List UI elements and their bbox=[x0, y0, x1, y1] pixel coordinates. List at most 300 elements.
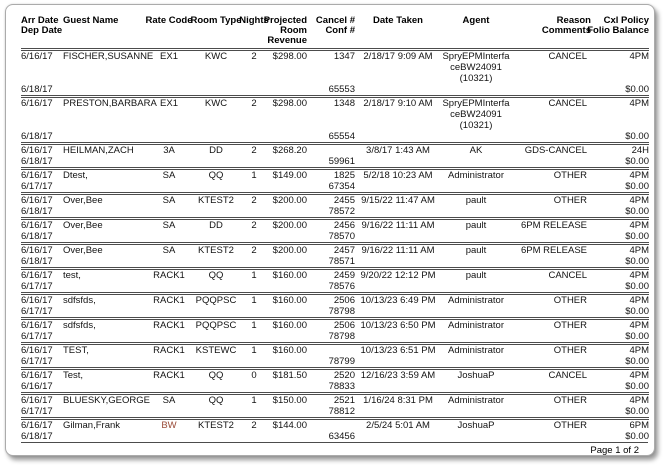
revenue-value: $268.20 bbox=[272, 145, 307, 156]
cell-stay-dates bbox=[21, 51, 63, 95]
nights-value: 1 bbox=[251, 170, 257, 181]
cell-reason-comments bbox=[515, 345, 591, 367]
rate-code-value: SA bbox=[162, 170, 176, 181]
cell-projected-room-revenue bbox=[267, 98, 307, 142]
cell-date-taken bbox=[359, 195, 437, 217]
cancel-number-value: 2506 bbox=[333, 295, 355, 306]
guest-name-value: PRESTON,BARBARA bbox=[63, 98, 157, 109]
dep-date-value: 6/18/17 bbox=[21, 431, 53, 442]
cell-room-type bbox=[191, 220, 241, 242]
cell-reason-comments bbox=[515, 320, 591, 342]
room-type-value: KSTEWC bbox=[195, 345, 237, 356]
cell-room-type bbox=[191, 145, 241, 167]
cxl-policy-value: 4PM bbox=[629, 170, 649, 181]
folio-balance-value: $0.00 bbox=[625, 206, 649, 217]
cell-guest-name bbox=[63, 395, 150, 417]
cell-agent bbox=[437, 220, 515, 242]
rate-code-value: RACK1 bbox=[153, 270, 185, 281]
room-type-value: KTEST2 bbox=[198, 245, 234, 256]
cell-cxl-policy-folio-balance bbox=[591, 145, 649, 167]
date-taken-value: 2/5/24 5:01 AM bbox=[366, 420, 430, 431]
rate-code-value: RACK1 bbox=[153, 320, 185, 331]
header-line: Room Type bbox=[190, 15, 242, 26]
arr-date-value: 6/16/17 bbox=[21, 220, 53, 231]
guest-name-value: sdfsfds, bbox=[63, 295, 96, 306]
agent-value-line: Administrator bbox=[448, 345, 504, 356]
reason-value: CANCEL bbox=[548, 51, 587, 62]
conf-number-value: 78798 bbox=[328, 331, 355, 342]
cell-cancel-conf-number bbox=[307, 295, 359, 317]
rate-code-value: BW bbox=[161, 420, 177, 431]
cell-cancel-conf-number bbox=[307, 145, 359, 167]
room-type-value: KTEST2 bbox=[198, 420, 234, 431]
folio-balance-value: $0.00 bbox=[625, 281, 649, 292]
cell-cancel-conf-number bbox=[307, 195, 359, 217]
cell-cancel-conf-number bbox=[307, 370, 359, 392]
cancel-number-value: 2459 bbox=[333, 270, 355, 281]
cancel-number-value: 2456 bbox=[333, 220, 355, 231]
agent-value-line: (10321) bbox=[459, 120, 493, 131]
cell-date-taken bbox=[359, 245, 437, 267]
cell-nights bbox=[241, 145, 267, 167]
folio-balance-value: $0.00 bbox=[625, 431, 649, 442]
cxl-policy-value: 4PM bbox=[629, 320, 649, 331]
cell-cxl-policy-folio-balance bbox=[591, 98, 649, 142]
guest-name-value: test, bbox=[63, 270, 81, 281]
header-line: Revenue bbox=[267, 35, 307, 46]
cell-reason-comments bbox=[515, 170, 591, 192]
revenue-value: $298.00 bbox=[272, 98, 307, 109]
column-header-reason-comments bbox=[515, 16, 591, 46]
cell-stay-dates bbox=[21, 245, 63, 267]
header-line: Conf # bbox=[325, 25, 355, 36]
cell-rate-code bbox=[147, 295, 191, 317]
cell-agent bbox=[437, 370, 515, 392]
date-taken-value: 10/13/23 6:51 PM bbox=[360, 345, 436, 356]
header-line: Cxl Policy bbox=[603, 15, 649, 26]
cell-rate-code bbox=[147, 270, 191, 292]
cxl-policy-value: 4PM bbox=[629, 370, 649, 381]
reason-value: CANCEL bbox=[548, 370, 587, 381]
column-header-agent bbox=[437, 16, 515, 46]
cell-room-type bbox=[191, 51, 241, 95]
cell-guest-name bbox=[63, 295, 147, 317]
header-line: Nights bbox=[239, 15, 269, 26]
cell-projected-room-revenue bbox=[267, 195, 307, 217]
agent-value-line: Administrator bbox=[448, 395, 504, 406]
reason-value: OTHER bbox=[553, 345, 587, 356]
room-type-value: KTEST2 bbox=[198, 195, 234, 206]
folio-balance-value: $0.00 bbox=[625, 156, 649, 167]
cell-date-taken bbox=[359, 395, 437, 417]
nights-value: 2 bbox=[251, 195, 257, 206]
cell-agent bbox=[437, 420, 515, 442]
date-taken-value: 12/16/23 3:59 AM bbox=[360, 370, 436, 381]
dep-date-value: 6/18/17 bbox=[21, 84, 53, 95]
cell-cxl-policy-folio-balance bbox=[591, 270, 649, 292]
reason-value: OTHER bbox=[553, 195, 587, 206]
arr-date-value: 6/16/17 bbox=[21, 245, 53, 256]
cell-cancel-conf-number bbox=[307, 220, 359, 242]
cell-cxl-policy-folio-balance bbox=[591, 345, 649, 367]
cell-date-taken bbox=[359, 420, 437, 442]
guest-name-value: BLUESKY,GEORGE bbox=[63, 395, 150, 406]
guest-name-value: Over,Bee bbox=[63, 245, 103, 256]
reason-value: GDS-CANCEL bbox=[524, 145, 587, 156]
rate-code-value: SA bbox=[162, 220, 176, 231]
cell-rate-code bbox=[147, 170, 191, 192]
cell-projected-room-revenue bbox=[267, 245, 307, 267]
cell-guest-name bbox=[63, 195, 147, 217]
cell-stay-dates bbox=[21, 295, 63, 317]
revenue-value: $160.00 bbox=[272, 320, 307, 331]
cell-reason-comments bbox=[515, 195, 591, 217]
cell-date-taken bbox=[359, 370, 437, 392]
nights-value: 2 bbox=[251, 98, 257, 109]
conf-number-value: 78833 bbox=[328, 381, 355, 392]
arr-date-value: 6/16/17 bbox=[21, 270, 53, 281]
cell-guest-name bbox=[63, 370, 147, 392]
agent-value-line: ceBW24091 bbox=[450, 62, 502, 73]
conf-number-value: 63456 bbox=[328, 431, 355, 442]
cell-projected-room-revenue bbox=[267, 320, 307, 342]
cancellation-report-page bbox=[5, 4, 655, 456]
cell-room-type bbox=[191, 295, 241, 317]
cell-date-taken bbox=[359, 270, 437, 292]
guest-name-value: Over,Bee bbox=[63, 220, 103, 231]
cell-room-type bbox=[191, 170, 241, 192]
header-line: Cancel # bbox=[315, 15, 355, 26]
conf-number-value: 65553 bbox=[328, 84, 355, 95]
arr-date-value: 6/16/17 bbox=[21, 145, 53, 156]
agent-value-line: Administrator bbox=[448, 320, 504, 331]
guest-name-value: FISCHER,SUSANNE bbox=[63, 51, 154, 62]
cxl-policy-value: 4PM bbox=[629, 345, 649, 356]
revenue-value: $160.00 bbox=[272, 345, 307, 356]
cell-stay-dates bbox=[21, 220, 63, 242]
date-taken-value: 1/16/24 8:31 PM bbox=[363, 395, 433, 406]
cell-nights bbox=[241, 395, 267, 417]
room-type-value: KWC bbox=[204, 98, 228, 109]
reason-value: OTHER bbox=[553, 170, 587, 181]
rate-code-value: SA bbox=[162, 395, 176, 406]
reason-value: OTHER bbox=[553, 420, 587, 431]
conf-number-value: 67354 bbox=[328, 181, 355, 192]
cell-agent bbox=[437, 270, 515, 292]
cell-guest-name bbox=[63, 320, 147, 342]
reason-value: OTHER bbox=[553, 295, 587, 306]
cell-guest-name bbox=[63, 220, 147, 242]
folio-balance-value: $0.00 bbox=[625, 181, 649, 192]
cxl-policy-value: 6PM bbox=[629, 420, 649, 431]
cell-stay-dates bbox=[21, 170, 63, 192]
cell-rate-code bbox=[147, 51, 191, 95]
cell-reason-comments bbox=[515, 51, 591, 95]
rate-code-value: RACK1 bbox=[153, 295, 185, 306]
dep-date-value: 6/18/17 bbox=[21, 231, 53, 242]
cell-rate-code bbox=[147, 195, 191, 217]
cell-rate-code bbox=[147, 420, 191, 442]
dep-date-value: 6/18/17 bbox=[21, 256, 53, 267]
cancel-number-value: 2455 bbox=[333, 195, 355, 206]
date-taken-value: 9/20/22 12:12 PM bbox=[360, 270, 436, 281]
header-line: Folio Balance bbox=[587, 25, 649, 36]
column-header-projected-room-revenue bbox=[263, 15, 307, 46]
dep-date-value: 6/18/17 bbox=[21, 156, 53, 167]
cell-projected-room-revenue bbox=[267, 295, 307, 317]
nights-value: 2 bbox=[251, 145, 257, 156]
agent-value-line: AK bbox=[469, 145, 483, 156]
cell-guest-name bbox=[63, 51, 154, 95]
cell-stay-dates bbox=[21, 195, 63, 217]
revenue-value: $149.00 bbox=[272, 170, 307, 181]
conf-number-value: 78572 bbox=[328, 206, 355, 217]
dep-date-value: 6/17/17 bbox=[21, 406, 53, 417]
room-type-value: KWC bbox=[204, 51, 228, 62]
arr-date-value: 6/16/17 bbox=[21, 370, 53, 381]
arr-date-value: 6/16/17 bbox=[21, 98, 53, 109]
cell-nights bbox=[241, 370, 267, 392]
folio-balance-value: $0.00 bbox=[625, 306, 649, 317]
rate-code-value: EX1 bbox=[160, 98, 178, 109]
cell-reason-comments bbox=[515, 145, 591, 167]
cell-date-taken bbox=[359, 145, 437, 167]
cell-reason-comments bbox=[515, 295, 591, 317]
guest-name-value: Over,Bee bbox=[63, 195, 103, 206]
cell-cxl-policy-folio-balance bbox=[591, 295, 649, 317]
arr-date-value: 6/16/17 bbox=[21, 395, 53, 406]
report-footer bbox=[21, 443, 649, 456]
revenue-value: $181.50 bbox=[272, 370, 307, 381]
cell-rate-code bbox=[147, 345, 191, 367]
table-row bbox=[21, 392, 649, 417]
cell-room-type bbox=[191, 370, 241, 392]
dep-date-value: 6/16/17 bbox=[21, 381, 53, 392]
cell-cxl-policy-folio-balance bbox=[591, 51, 649, 95]
guest-name-value: sdfsfds, bbox=[63, 320, 96, 331]
cell-rate-code bbox=[147, 395, 191, 417]
folio-balance-value: $0.00 bbox=[625, 381, 649, 392]
room-type-value: DD bbox=[209, 220, 223, 231]
nights-value: 0 bbox=[251, 370, 257, 381]
cxl-policy-value: 4PM bbox=[629, 395, 649, 406]
cell-guest-name bbox=[63, 420, 147, 442]
agent-value-line: pault bbox=[465, 245, 487, 256]
dep-date-value: 6/17/17 bbox=[21, 331, 53, 342]
table-row bbox=[21, 367, 649, 392]
dep-date-value: 6/17/17 bbox=[21, 281, 53, 292]
cell-stay-dates bbox=[21, 420, 63, 442]
agent-value-line: SpryEPMInterfa bbox=[442, 98, 510, 109]
cell-nights bbox=[241, 270, 267, 292]
nights-value: 1 bbox=[251, 345, 257, 356]
cell-stay-dates bbox=[21, 345, 63, 367]
rate-code-value: SA bbox=[162, 195, 176, 206]
cell-date-taken bbox=[359, 98, 437, 142]
cell-room-type bbox=[191, 195, 241, 217]
cell-guest-name bbox=[63, 270, 147, 292]
column-header-rate-code bbox=[147, 16, 191, 46]
folio-balance-value: $0.00 bbox=[625, 356, 649, 367]
header-line: Date Taken bbox=[373, 15, 423, 26]
cell-room-type bbox=[191, 245, 241, 267]
agent-value-line: JoshuaP bbox=[457, 420, 495, 431]
cell-agent bbox=[437, 145, 515, 167]
cell-cancel-conf-number bbox=[307, 320, 359, 342]
cancel-number-value: 1825 bbox=[333, 170, 355, 181]
date-taken-value: 2/18/17 9:10 AM bbox=[363, 98, 433, 109]
reason-value: OTHER bbox=[553, 320, 587, 331]
nights-value: 2 bbox=[251, 420, 257, 431]
cell-rate-code bbox=[147, 98, 191, 142]
cell-cxl-policy-folio-balance bbox=[591, 220, 649, 242]
cell-stay-dates bbox=[21, 98, 63, 142]
rate-code-value: RACK1 bbox=[153, 370, 185, 381]
cell-room-type bbox=[191, 98, 241, 142]
cell-reason-comments bbox=[515, 98, 591, 142]
arr-date-value: 6/16/17 bbox=[21, 345, 53, 356]
room-type-value: QQ bbox=[208, 170, 224, 181]
cell-guest-name bbox=[63, 170, 147, 192]
cell-room-type bbox=[191, 270, 241, 292]
column-header-date-taken bbox=[359, 16, 437, 46]
date-taken-value: 9/16/22 11:11 AM bbox=[361, 220, 435, 231]
rate-code-value: EX1 bbox=[160, 51, 178, 62]
table-row bbox=[21, 342, 649, 367]
cell-cxl-policy-folio-balance bbox=[591, 370, 649, 392]
cell-reason-comments bbox=[515, 420, 591, 442]
cancel-number-value: 1348 bbox=[333, 98, 355, 109]
header-line: Reason bbox=[556, 15, 591, 26]
room-type-value: PQQPSC bbox=[195, 320, 237, 331]
conf-number-value: 78798 bbox=[328, 306, 355, 317]
guest-name-value: HEILMAN,ZACH bbox=[63, 145, 134, 156]
table-body bbox=[21, 51, 648, 443]
revenue-value: $160.00 bbox=[272, 270, 307, 281]
cell-cancel-conf-number bbox=[307, 395, 359, 417]
cell-agent bbox=[437, 320, 515, 342]
header-line: Agent bbox=[462, 15, 490, 26]
cancel-number-value: 2457 bbox=[333, 245, 355, 256]
table-row bbox=[21, 417, 649, 442]
cell-reason-comments bbox=[515, 220, 591, 242]
reason-value: 6PM RELEASE bbox=[521, 245, 587, 256]
cell-cxl-policy-folio-balance bbox=[591, 195, 649, 217]
revenue-value: $200.00 bbox=[272, 195, 307, 206]
room-type-value: DD bbox=[209, 145, 223, 156]
date-taken-value: 10/13/23 6:50 PM bbox=[360, 320, 436, 331]
cell-nights bbox=[241, 220, 267, 242]
reason-value: OTHER bbox=[553, 395, 587, 406]
cxl-policy-value: 4PM bbox=[629, 245, 649, 256]
cell-cancel-conf-number bbox=[307, 170, 359, 192]
cell-cxl-policy-folio-balance bbox=[591, 320, 649, 342]
table-row bbox=[21, 317, 649, 342]
column-header-arr-dep-date bbox=[21, 16, 63, 46]
cell-rate-code bbox=[147, 245, 191, 267]
date-taken-value: 10/13/23 6:49 PM bbox=[360, 295, 436, 306]
arr-date-value: 6/16/17 bbox=[21, 195, 53, 206]
cell-room-type bbox=[191, 395, 241, 417]
nights-value: 2 bbox=[251, 220, 257, 231]
cancel-number-value: 1347 bbox=[333, 51, 355, 62]
nights-value: 1 bbox=[251, 320, 257, 331]
cell-projected-room-revenue bbox=[267, 170, 307, 192]
nights-value: 1 bbox=[251, 395, 257, 406]
cell-agent bbox=[437, 245, 515, 267]
cell-guest-name bbox=[63, 145, 147, 167]
cell-nights bbox=[241, 51, 267, 95]
cell-guest-name bbox=[63, 245, 147, 267]
folio-balance-value: $0.00 bbox=[625, 84, 649, 95]
arr-date-value: 6/16/17 bbox=[21, 170, 53, 181]
cell-guest-name bbox=[63, 345, 147, 367]
header-line: Room bbox=[280, 25, 307, 36]
cell-stay-dates bbox=[21, 320, 63, 342]
room-type-value: QQ bbox=[208, 270, 224, 281]
cell-stay-dates bbox=[21, 395, 63, 417]
agent-value-line: Administrator bbox=[448, 170, 504, 181]
header-line: Comments bbox=[541, 25, 591, 36]
cell-room-type bbox=[191, 320, 241, 342]
dep-date-value: 6/18/17 bbox=[21, 206, 53, 217]
cell-agent bbox=[437, 395, 515, 417]
column-header-room-type bbox=[191, 16, 241, 46]
header-line: Guest Name bbox=[63, 15, 119, 26]
cell-nights bbox=[241, 195, 267, 217]
cell-rate-code bbox=[147, 320, 191, 342]
table-row bbox=[21, 95, 649, 142]
cxl-policy-value: 4PM bbox=[629, 270, 649, 281]
cell-agent bbox=[437, 345, 515, 367]
agent-value-line: SpryEPMInterfa bbox=[442, 51, 510, 62]
table-row bbox=[21, 292, 649, 317]
revenue-value: $200.00 bbox=[272, 245, 307, 256]
conf-number-value: 78570 bbox=[328, 231, 355, 242]
cell-reason-comments bbox=[515, 370, 591, 392]
table-row bbox=[21, 167, 649, 192]
cell-reason-comments bbox=[515, 395, 591, 417]
arr-date-value: 6/16/17 bbox=[21, 420, 53, 431]
cell-stay-dates bbox=[21, 270, 63, 292]
cxl-policy-value: 4PM bbox=[629, 295, 649, 306]
cell-cancel-conf-number bbox=[307, 345, 359, 367]
dep-date-value: 6/17/17 bbox=[21, 356, 53, 367]
cell-cxl-policy-folio-balance bbox=[591, 420, 649, 442]
cell-date-taken bbox=[359, 345, 437, 367]
cell-stay-dates bbox=[21, 370, 63, 392]
cancel-number-value: 2506 bbox=[333, 320, 355, 331]
cell-nights bbox=[241, 420, 267, 442]
cell-projected-room-revenue bbox=[267, 345, 307, 367]
column-header-cxl-policy-folio-balance bbox=[587, 15, 649, 46]
revenue-value: $144.00 bbox=[272, 420, 307, 431]
cell-cancel-conf-number bbox=[307, 270, 359, 292]
table-row bbox=[21, 242, 649, 267]
header-line: Rate Code bbox=[145, 15, 193, 26]
cell-rate-code bbox=[147, 145, 191, 167]
column-header-cancel-conf-number bbox=[307, 16, 359, 46]
guest-name-value: Dtest, bbox=[63, 170, 88, 181]
cell-date-taken bbox=[359, 170, 437, 192]
revenue-value: $298.00 bbox=[272, 51, 307, 62]
cell-rate-code bbox=[147, 220, 191, 242]
cell-agent bbox=[437, 98, 515, 142]
table-row bbox=[21, 142, 649, 167]
folio-balance-value: $0.00 bbox=[625, 331, 649, 342]
cell-nights bbox=[241, 170, 267, 192]
guest-name-value: TEST, bbox=[63, 345, 89, 356]
